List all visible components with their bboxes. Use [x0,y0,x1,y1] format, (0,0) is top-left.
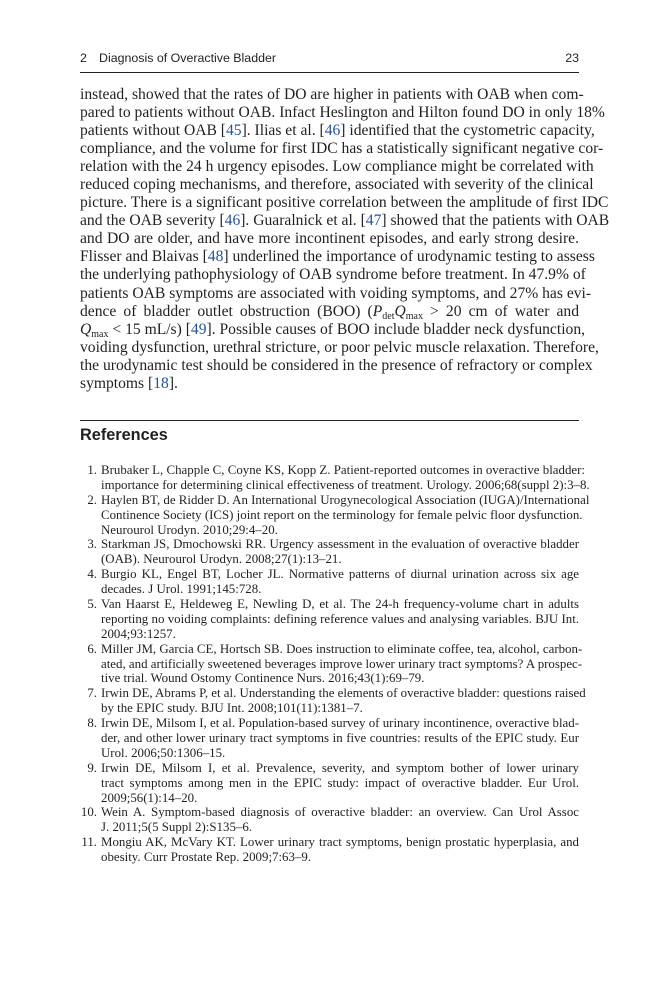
body-line: picture. There is a significant positive correlation between the amplitude of first IDC [80,194,609,212]
body-line: instead, showed that the rates of DO are higher in patients with OAB when com- [80,86,584,103]
reference-number: 10. [80,805,97,820]
body-line: compliance, and the volume for first IDC has a statistically significant negative cor- [80,140,604,158]
chapter-number: 2 [80,51,87,65]
reference-text-line: Mongiu AK, McVary KT. Lower urinary tract symptoms, benign prostatic hyperplasia, and [101,835,579,850]
reference-item [80,537,579,567]
reference-number: 2. [87,492,97,507]
reference-text-line: der, and other lower urinary tract symptoms in five countries: results of the EPIC study. Eur [101,731,579,746]
header-rule [80,72,579,73]
reference-text-line: Continence Society (ICS) joint report on the terminology for female pelvic floor dysfunction. [101,507,583,522]
reference-number: 9. [87,760,97,775]
body-line: and the OAB severity [46]. Guaralnick et al. [47] showed that the patients with OAB [80,212,610,230]
body-line: voiding dysfunction, urethral stricture, or poor pelvic muscle relaxation. Therefore, [80,338,599,356]
body-line: dence of bladder outlet obstruction (BOO) ($P_{det}Q_{max} > 20$ cm of water and [80,302,579,322]
reference-text-line: Miller JM, Garcia CE, Hortsch SB. Does instruction to eliminate coffee, tea, alcohol, carbon- [101,641,583,656]
citation-link[interactable]: 45 [225,122,242,140]
body-line: pared to patients without OAB. Infact Heslington and Hilton found DO in only 18% [80,104,605,122]
reference-item [80,761,579,806]
reference-text-line: Neurourol Urodyn. 2010;29:4–20. [101,522,278,537]
citation-link[interactable]: 18 [153,374,169,392]
reference-text-line: decades. J Urol. 1991;145:728. [101,582,262,597]
reference-item [80,716,579,761]
body-line: patients OAB symptoms are associated with voiding symptoms, and 27% has evi- [80,284,592,302]
body-line: the urodynamic test should be considered in the presence of refractory or complex [80,356,593,374]
body-line: $Q_{max} < 15$ mL/s) [49]. Possible causes of BOO include bladder neck dysfunction, [80,320,586,340]
reference-text-line: 2009;56(1):14–20. [101,790,198,805]
reference-number: 5. [87,597,97,612]
citation-link[interactable]: 49 [190,320,207,338]
reference-text-line: Starkman JS, Dmochowski RR. Urgency assessment in the evaluation of overactive bladder [101,537,579,552]
reference-text-line: ated, and artificially sweetened beverages improve lower urinary tract symptoms? A prospec- [101,656,583,671]
chapter-title: Diagnosis of Overactive Bladder [99,51,276,65]
reference-number: 1. [87,463,97,477]
reference-text-line: tive trial. Wound Ostomy Continence Nurs. 2016;43(1):69–79. [101,671,425,686]
reference-item [80,463,590,493]
body-paragraph [80,86,610,393]
reference-number: 4. [87,567,97,582]
page-number: 23 [565,51,579,65]
reference-number: 8. [87,716,97,731]
reference-item [80,641,583,687]
reference-text-line: Van Haarst E, Heldeweg E, Newling D, et al. The 24-h frequency-volume chart in adults [101,597,579,612]
reference-text-line: Irwin DE, Abrams P, et al. Understanding the elements of overactive bladder: questions raised [101,686,586,701]
reference-text-line: Brubaker L, Chapple C, Coyne KS, Kopp Z. Patient-reported outcomes in overactive bladder: [101,463,585,477]
body-line: symptoms [18]. [80,374,178,392]
reference-item [80,835,579,865]
reference-number: 3. [87,537,97,552]
reference-number: 11. [81,835,97,850]
reference-text-line: tract symptoms among men in the EPIC study: impact of overactive bladder. Eur Urol. [101,775,579,790]
section-rule [80,420,579,421]
reference-number: 6. [87,641,97,656]
reference-item [80,686,586,716]
references-heading: References [80,426,168,444]
running-header [80,49,579,69]
reference-text-line: obesity. Curr Prostate Rep. 2009;7:63–9. [101,850,312,865]
body-line: patients without OAB [45]. Ilias et al. [46] identified that the cystometric capacity, [80,122,595,140]
body-line: Flisser and Blaivas [48] underlined the importance of urodynamic testing to assess [80,248,595,266]
reference-item [80,567,579,597]
body-line: the underlying pathophysiology of OAB syndrome before treatment. In 47.9% of [80,266,586,284]
reference-text-line: by the EPIC study. BJU Int. 2008;101(11):1381–7. [101,701,363,716]
body-line: and DO are older, and have more incontinent episodes, and early strong desire. [80,230,579,248]
citation-link[interactable]: 46 [324,122,341,140]
reference-text-line: Irwin DE, Milsom I, et al. Population-based survey of urinary incontinence, overactive blad- [101,716,579,731]
reference-text-line: Wein A. Symptom-based diagnosis of overactive bladder: an overview. Can Urol Assoc [101,805,579,820]
reference-list [80,463,590,865]
citation-link[interactable]: 46 [224,212,241,230]
body-line: reduced coping mechanisms, and therefore, associated with severity of the clinical [80,176,594,194]
reference-item [80,492,590,538]
reference-text-line: J. 2011;5(5 Suppl 2):S135–6. [101,820,252,835]
reference-item [80,805,579,835]
reference-number: 7. [87,686,97,701]
reference-text-line: importance for determining clinical effectiveness of treatment. Urology. 2006;68(suppl 2):3–8. [101,477,590,492]
reference-text-line: Burgio KL, Engel BT, Locher JL. Normative patterns of diurnal urination across six age [101,567,579,582]
body-line: relation with the 24 h urgency episodes. Low compliance might be correlated with [80,158,594,176]
reference-text-line: reporting no voiding complaints: defining reference values and analysing variables. BJU Int. [101,611,579,626]
reference-text-line: 2004;93:1257. [101,626,176,641]
reference-item [80,597,579,642]
reference-text-line: Urol. 2006;50:1306–15. [101,745,226,760]
citation-link[interactable]: 48 [207,248,224,266]
reference-text-line: Haylen BT, de Ridder D. An International Urogynecological Association (IUGA)/International [101,492,590,507]
reference-text-line: (OAB). Neurourol Urodyn. 2008;27(1):13–21. [101,552,342,567]
reference-text-line: Irwin DE, Milsom I, et al. Prevalence, severity, and symptom bother of lower urinary [101,760,579,775]
citation-link[interactable]: 47 [365,212,382,230]
